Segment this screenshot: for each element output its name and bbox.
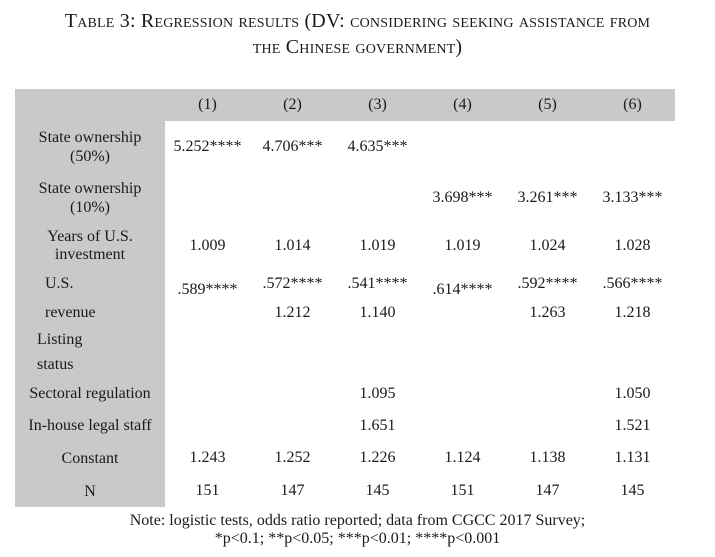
col-header-5: (5) <box>505 89 590 121</box>
title-line-1: Table 3: Regression results (DV: considering seeking assistance from <box>64 10 651 32</box>
table-cell: .541**** 1.140 <box>347 274 408 321</box>
col-header-1: (1) <box>165 89 250 121</box>
col-header-4: (4) <box>420 89 505 121</box>
table-cell <box>165 173 250 223</box>
table-cell: 145 <box>365 482 390 499</box>
table-cell: .592**** 1.263 <box>517 274 578 321</box>
table-cell <box>165 410 250 441</box>
table-cell <box>250 377 335 410</box>
table-cell <box>505 377 590 410</box>
table-row <box>15 269 675 327</box>
row-label-in-house-legal-staff: In-house legal staff <box>15 410 165 441</box>
col-header-2: (2) <box>250 89 335 121</box>
table-cell <box>335 173 420 223</box>
table-row <box>15 475 675 507</box>
header-corner <box>15 89 165 121</box>
table-cell <box>420 121 505 173</box>
table-cell: 1.009 <box>189 237 226 254</box>
table-cell: 1.050 <box>614 384 651 402</box>
table-cell: .566**** 1.218 <box>602 274 663 321</box>
table-cell: 1.019 <box>444 237 481 254</box>
table-cell: 1.131 <box>614 449 651 466</box>
table-title <box>0 8 715 60</box>
table-note <box>0 512 715 548</box>
table-cell <box>505 121 590 173</box>
table-cell <box>165 377 250 410</box>
row-label-state-ownership-10: State ownership (10%) <box>15 173 165 223</box>
table-cell: 145 <box>620 482 645 499</box>
table-cell: 1.028 <box>614 237 651 254</box>
table-cell: 1.014 <box>274 237 311 254</box>
table-cell: 1.019 <box>359 237 396 254</box>
table-cell: 151 <box>450 482 475 499</box>
table-row <box>15 223 675 269</box>
table-row <box>15 327 675 377</box>
table-cell: 4.706*** <box>262 138 323 155</box>
row-label-listing-status: Listing status <box>15 327 165 377</box>
table-cell: .589**** <box>177 281 238 298</box>
table-cell: 1.138 <box>529 449 566 466</box>
row-label-constant: Constant <box>15 441 165 475</box>
table-row <box>15 121 675 173</box>
table-cell <box>505 410 590 441</box>
table-cell: 1.024 <box>529 237 566 254</box>
table-cell: 1.651 <box>359 416 396 434</box>
table-cell <box>590 121 675 173</box>
table-row <box>15 441 675 475</box>
table-cell <box>420 377 505 410</box>
col-header-6: (6) <box>590 89 675 121</box>
table-cell: 147 <box>280 482 305 499</box>
table-cell <box>420 410 505 441</box>
table-cell: 1.521 <box>614 416 651 434</box>
table-cell: 147 <box>535 482 560 499</box>
table-cell: 1.095 <box>359 384 396 402</box>
regression-table <box>15 89 675 507</box>
note-line-2: *p<0.1; **p<0.05; ***p<0.01; ****p<0.001 <box>214 530 501 547</box>
table-cell: 3.261*** <box>517 189 578 206</box>
header-row <box>15 89 675 121</box>
table-cell <box>250 410 335 441</box>
table-row <box>15 173 675 223</box>
table-cell: 3.133*** <box>602 189 663 206</box>
table-row <box>15 410 675 441</box>
table-cell: 5.252**** <box>173 138 242 155</box>
table-cell: 3.698*** <box>432 189 493 206</box>
row-label-state-ownership-50: State ownership (50%) <box>15 121 165 173</box>
row-label-us-revenue: U.S. revenue <box>15 269 165 327</box>
note-line-1: Note: logistic tests, odds ratio reported; data from CGCC 2017 Survey; <box>129 512 586 529</box>
table-cell: 4.635*** <box>347 138 408 155</box>
table-cell: 1.124 <box>444 449 481 466</box>
table-cell: .614**** <box>432 281 493 298</box>
table-cell: 151 <box>195 482 220 499</box>
table-cell: 1.252 <box>274 449 311 466</box>
row-label-years-investment: Years of U.S. investment <box>15 223 165 269</box>
title-line-2: the Chinese government) <box>252 36 463 58</box>
table-cell <box>250 173 335 223</box>
table-row <box>15 377 675 410</box>
table-cell: 1.243 <box>189 449 226 466</box>
row-label-sectoral-regulation: Sectoral regulation <box>15 377 165 410</box>
col-header-3: (3) <box>335 89 420 121</box>
row-label-n: N <box>15 475 165 507</box>
table-cell: .572**** 1.212 <box>262 274 323 321</box>
table-cell: 1.226 <box>359 449 396 466</box>
